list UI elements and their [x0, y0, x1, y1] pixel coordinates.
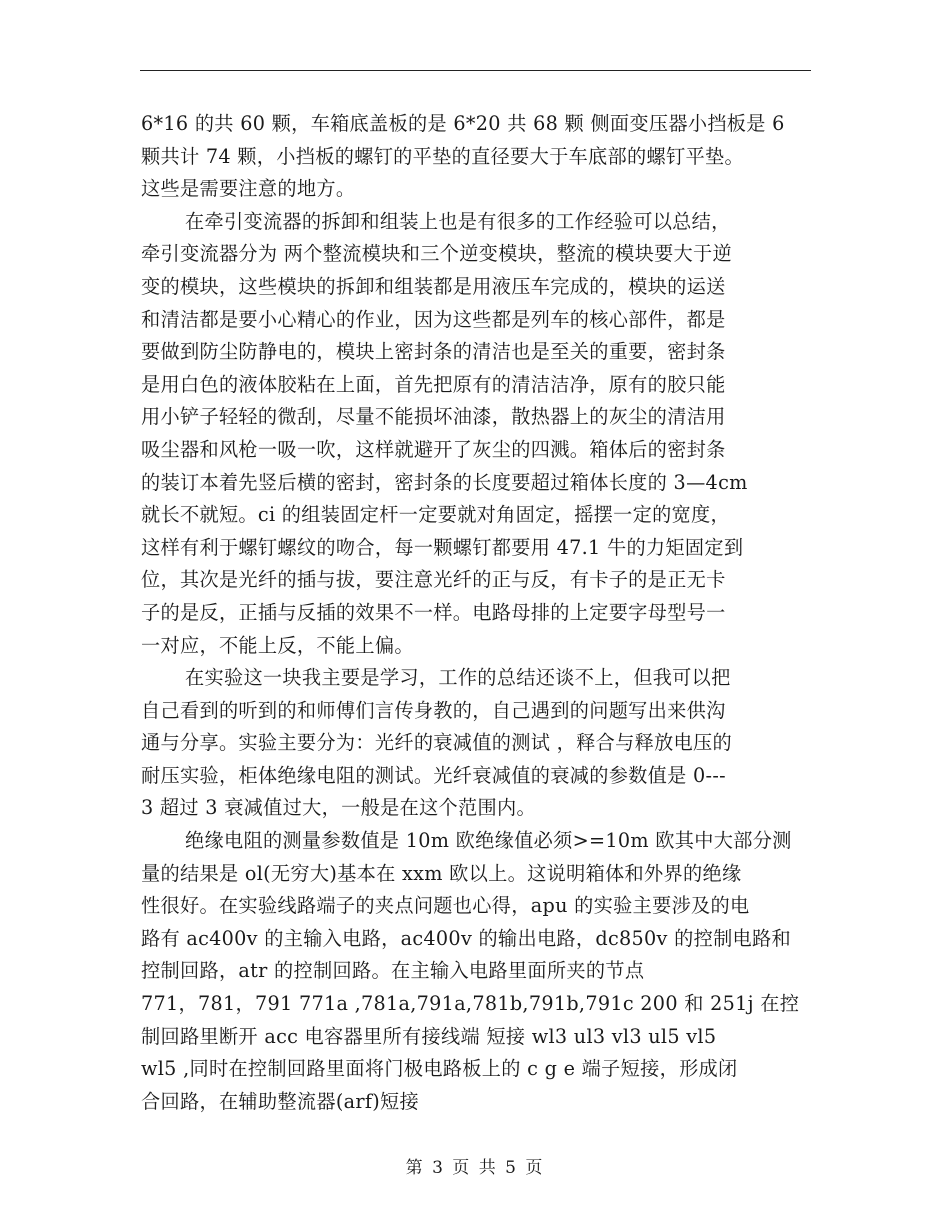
document-body [141, 108, 813, 1118]
text-line: 是用白色的液体胶粘在上面，首先把原有的清洁洁净，原有的胶只能 [141, 372, 726, 396]
text-line: 在实验这一块我主要是学习，工作的总结还谈不上，但我可以把 [185, 666, 731, 690]
text-line: 颗共计 74 颗，小挡板的螺钉的平垫的直径要大于车底部的螺钉平垫。 [141, 144, 744, 168]
text-line: 合回路，在辅助整流器(arf)短接 [141, 1089, 420, 1113]
text-line: 性很好。在实验线路端子的夹点问题也心得，apu 的实验主要涉及的电 [141, 894, 750, 918]
text-line: 绝缘电阻的测量参数值是 10m 欧绝缘值必须>=10m 欧其中大部分测 [185, 829, 792, 853]
text-line: 牵引变流器分为 两个整流模块和三个逆变模块，整流的模块要大于逆 [141, 242, 733, 266]
text-line: 制回路里断开 acc 电容器里所有接线端 短接 wl3 ul3 vl3 ul5 vl5 [141, 1024, 717, 1048]
text-line: 通与分享。实验主要分为：光纤的衰减值的测试 ，释合与释放电压的 [141, 731, 733, 755]
text-line: 和清洁都是要小心精心的作业，因为这些都是列车的核心部件，都是 [141, 307, 726, 331]
page-number: 第 3 页 共 5 页 [405, 1158, 545, 1178]
text-line: 3 超过 3 衰减值过大，一般是在这个范围内。 [141, 796, 536, 820]
text-line: wl5 ,同时在控制回路里面将门极电路板上的 c g e 端子短接，形成闭 [141, 1057, 738, 1081]
text-line: 吸尘器和风枪一吸一吹，这样就避开了灰尘的四溅。箱体后的密封条 [141, 437, 726, 461]
text-line: 的装订本着先竖后横的密封，密封条的长度要超过箱体长度的 3—4cm [141, 470, 748, 494]
text-line: 量的结果是 ol(无穷大)基本在 xxm 欧以上。这说明箱体和外界的绝缘 [141, 861, 742, 885]
text-line: 这样有利于螺钉螺纹的吻合，每一颗螺钉都要用 47.1 牛的力矩固定到 [141, 535, 744, 559]
text-line: 在牵引变流器的拆卸和组装上也是有很多的工作经验可以总结， [185, 209, 731, 233]
text-line: 要做到防尘防静电的，模块上密封条的清洁也是至关的重要，密封条 [141, 340, 726, 364]
header-rule [140, 70, 811, 71]
text-line: 自己看到的听到的和师傅们言传身教的，自己遇到的问题写出来供沟 [141, 698, 726, 722]
text-line: 一对应，不能上反，不能上偏。 [141, 633, 414, 657]
text-line: 就长不就短。ci 的组装固定杆一定要就对角固定，摇摆一定的宽度， [141, 503, 731, 527]
text-line: 位，其次是光纤的插与拔，要注意光纤的正与反，有卡子的是正无卡 [141, 568, 726, 592]
text-line: 771，781，791 771a ,781a,791a,781b,791b,791c 200 和 251j 在控 [141, 992, 800, 1016]
text-line: 这些是需要注意的地方。 [141, 177, 356, 201]
text-line: 控制回路，atr 的控制回路。在主输入电路里面所夹的节点 [141, 959, 645, 983]
text-line: 6*16 的共 60 颗，车箱底盖板的是 6*20 共 68 颗 侧面变压器小挡板是 6 [141, 112, 785, 135]
text-line: 用小铲子轻轻的微刮，尽量不能损坏油漆，散热器上的灰尘的清洁用 [141, 405, 726, 429]
text-line: 子的是反，正插与反插的效果不一样。电路母排的上定要字母型号一 [141, 600, 726, 624]
text-line: 耐压实验，柜体绝缘电阻的测试。光纤衰减值的衰减的参数值是 0--- [141, 763, 726, 787]
text-line: 变的模块，这些模块的拆卸和组装都是用液压车完成的，模块的运送 [141, 274, 726, 298]
text-line: 路有 ac400v 的主输入电路，ac400v 的输出电路，dc850v 的控制电路和 [141, 926, 792, 950]
